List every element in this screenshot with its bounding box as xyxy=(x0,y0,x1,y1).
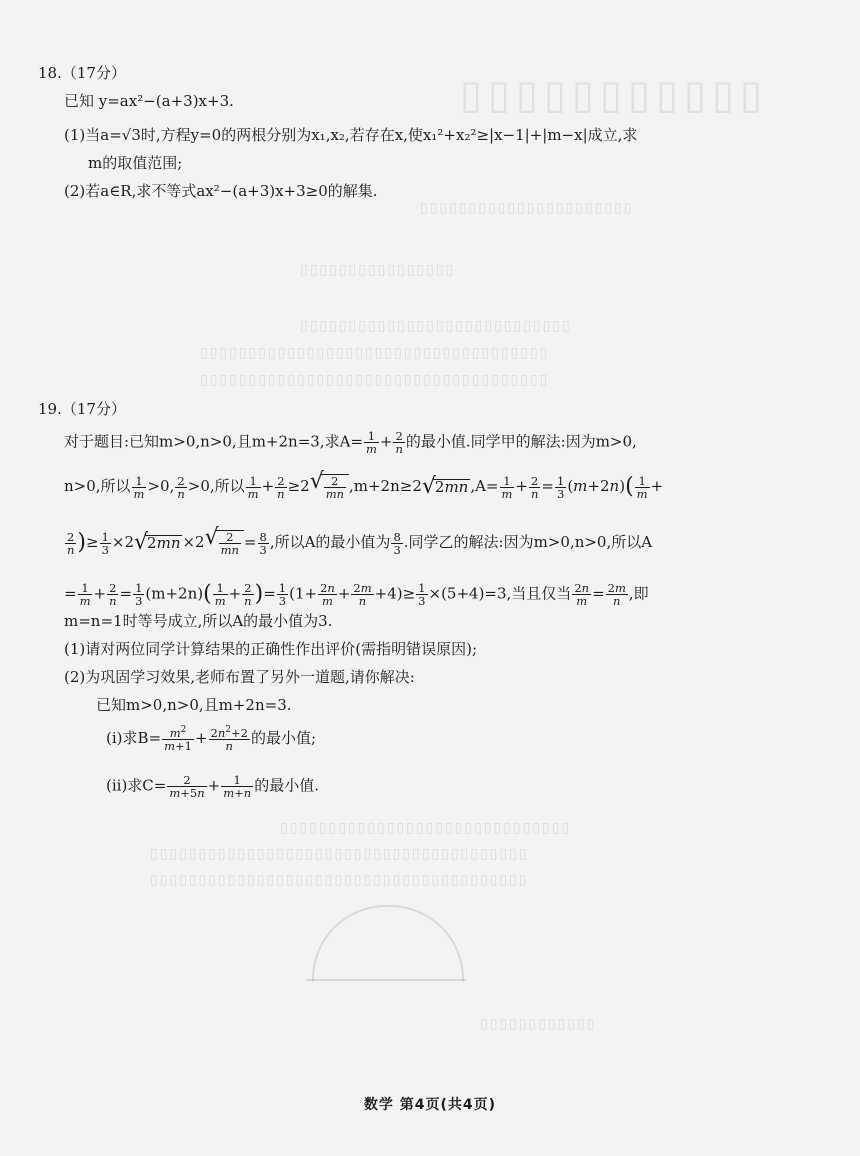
bleed-through-text: ▯▯▯▯▯▯▯▯▯▯▯▯▯▯▯▯▯▯▯▯▯▯▯▯▯▯▯▯ xyxy=(300,318,572,334)
sqrt-2-over-mn: √ $\frac{2}{mn}$ xyxy=(312,474,349,500)
q19-line1: 对于题目:已知m>0,n>0,且m+2n=3,求A= $\frac{1}{m}$ + $\frac{2}{n}$ 的最小值.同学甲的解法:因为m>0, xyxy=(64,429,637,457)
q19-line3-text-d: ,所以A的最小值为 xyxy=(269,533,391,552)
fraction-2n-over-m: $\frac{2n}{m}$ xyxy=(320,581,335,609)
q19-line4-text-d: ×(5+4)=3,当且仅当 xyxy=(428,584,572,603)
q19-line2-text-a: n>0,所以 xyxy=(64,477,131,496)
bleed-through-text: ▯▯▯▯▯▯▯▯▯▯▯▯▯▯▯▯▯▯▯▯▯▯▯▯▯▯▯▯▯▯▯▯▯▯▯▯ xyxy=(200,372,550,388)
q19-line4-text-b: (1+ xyxy=(289,584,318,603)
q19-line5: m=n=1时等号成立,所以A的最小值为3. xyxy=(64,612,333,630)
fraction-8-over-3: $\frac{8}{3}$ xyxy=(259,529,267,557)
q19-line4: = $\frac{1}{m}$ + $\frac{2}{n}$ = $\frac{1}{3}$ (m+2n)( $\frac{1}{m}$ + $\frac{2}{n}$ )= $\frac{1}{3}$ (1+ $\frac{2n}{m}$ + $\frac{2m}{n}$ +4)≥ $\frac{1}{3}$ ×(5+4)=3,当且仅当 $\frac{2n}{m}$ = $\frac{2m}{n}$ ,即 xyxy=(64,581,649,609)
fraction-8-over-3: $\frac{8}{3}$ xyxy=(393,529,401,557)
q19-part2-ii-text-b: 的最小值. xyxy=(254,776,319,795)
q18-title: 18.（17分） xyxy=(38,64,126,82)
q19-part2-ii: (ii)求C= $\frac{2}{m+5n}$ + $\frac{1}{m+n}$ 的最小值. xyxy=(106,773,319,801)
q19-part2-i-text-b: 的最小值; xyxy=(250,728,317,747)
bleed-through-text: ▯▯▯▯▯▯▯▯▯▯▯▯▯▯▯▯▯▯▯▯▯▯▯▯▯▯▯▯▯▯▯▯▯▯▯▯▯▯▯ xyxy=(150,872,529,888)
q19-line4-text-e: ,即 xyxy=(628,584,649,603)
q18-part1-line2: m的取值范围; xyxy=(88,154,183,172)
bleed-through-text: ▯▯▯▯▯▯▯▯▯▯▯▯▯▯▯▯▯▯▯▯▯▯▯▯▯▯▯▯▯▯ xyxy=(280,820,572,836)
q19-part2-i: (i)求B= $\frac{m^2}{m+1}$ + $\frac{2n^2+2}{n}$ 的最小值; xyxy=(106,725,317,753)
fraction-2-over-n: $\frac{2}{n}$ xyxy=(109,581,117,609)
fraction-1-over-3: $\frac{1}{3}$ xyxy=(135,581,143,609)
fraction-1-over-3: $\frac{1}{3}$ xyxy=(556,473,565,501)
q19-line3-text-a: ≥ xyxy=(86,533,99,552)
q18-part2: (2)若a∈R,求不等式ax²−(a+3)x+3≥0的解集. xyxy=(64,182,378,200)
fraction-1-over-3: $\frac{1}{3}$ xyxy=(278,581,287,609)
fraction-m2-over-m-plus-1: $\frac{m^2}{m+1}$ xyxy=(164,725,192,753)
q19-part2: (2)为巩固学习效果,老师布置了另外一道题,请你解决: xyxy=(64,668,415,686)
bleed-through-text: ▯▯▯▯▯▯▯▯▯▯▯▯ xyxy=(480,1016,597,1032)
fraction-2n2-plus-2-over-n: $\frac{2n^2+2}{n}$ xyxy=(210,725,248,753)
fraction-1-over-m: $\frac{1}{m}$ xyxy=(365,429,377,457)
fraction-1-over-3: $\frac{1}{3}$ xyxy=(101,529,109,557)
q19-line2-text-d: ≥2 xyxy=(287,477,310,496)
fraction-1-over-m: $\frac{1}{m}$ xyxy=(133,473,145,501)
bleed-through-baseline xyxy=(306,979,466,981)
fraction-2-over-m-plus-5n: $\frac{2}{m+5n}$ xyxy=(169,773,205,801)
bleed-through-heading: ▯▯▯▯▯▯▯▯▯▯▯ xyxy=(460,72,769,118)
bleed-through-text: ▯▯▯▯▯▯▯▯▯▯▯▯▯▯▯▯▯▯▯▯▯▯▯▯▯▯▯▯▯▯▯▯▯▯▯▯▯▯▯ xyxy=(150,846,529,862)
sqrt-2mn: √ 2mn xyxy=(424,479,470,495)
q19-line2-text-b: >0, xyxy=(147,477,175,496)
q19-line2: n>0,所以 $\frac{1}{m}$ >0, $\frac{2}{n}$ >0,所以 $\frac{1}{m}$ + $\frac{2}{n}$ ≥2 √ $\frac{2}{mn}$ ,m+2n≥2√ 2mn ,A= $\frac{1}{m}$ + $\frac{2}{n}$ = $\frac{1}{3}$ (m+2n)( $\frac{1}{m}$ + xyxy=(64,474,663,500)
bleed-through-text: ▯▯▯▯▯▯▯▯▯▯▯▯▯▯▯▯ xyxy=(300,262,456,278)
fraction-1-over-m: $\frac{1}{m}$ xyxy=(214,581,226,609)
bleed-through-text: ▯▯▯▯▯▯▯▯▯▯▯▯▯▯▯▯▯▯▯▯▯▯▯▯▯▯▯▯▯▯▯▯▯▯▯▯ xyxy=(200,345,550,361)
fraction-1-over-m: $\frac{1}{m}$ xyxy=(501,473,513,501)
sqrt-2mn: √ 2mn xyxy=(136,535,182,551)
q19-line4-text-c: +4)≥ xyxy=(374,584,416,603)
q18-part1-line1: (1)当a=√3时,方程y=0的两根分别为x₁,x₂,若存在x,使x₁²+x₂²≥|x−1|+|m−x|成立,求 xyxy=(64,126,638,144)
bleed-through-text: ▯▯▯▯▯▯▯▯▯▯▯▯▯▯▯▯▯▯▯▯▯▯ xyxy=(420,200,634,216)
q19-part2-given: 已知m>0,n>0,且m+2n=3. xyxy=(96,696,292,714)
fraction-1-over-m: $\frac{1}{m}$ xyxy=(79,581,91,609)
page-footer: 数学 第4页(共4页) xyxy=(363,1097,497,1113)
bleed-through-semicircle xyxy=(312,905,464,981)
fraction-1-over-m: $\frac{1}{m}$ xyxy=(247,473,259,501)
fraction-2m-over-n: $\frac{2m}{n}$ xyxy=(607,581,626,609)
q18-stem: 已知 y=ax²−(a+3)x+3. xyxy=(64,92,234,110)
q19-title: 19.（17分） xyxy=(38,400,126,418)
fraction-2-over-n: $\frac{2}{n}$ xyxy=(277,473,285,501)
q19-line1-text-a: 对于题目:已知m>0,n>0,且m+2n=3,求A= xyxy=(64,432,363,451)
fraction-1-over-3: $\frac{1}{3}$ xyxy=(418,581,426,609)
fraction-1-over-m-plus-n: $\frac{1}{m+n}$ xyxy=(223,773,252,801)
q19-line3-text-e: .同学乙的解法:因为m>0,n>0,所以A xyxy=(403,533,653,552)
q19-line1-text-b: 的最小值.同学甲的解法:因为m>0, xyxy=(405,432,637,451)
q19-part2-i-text-a: (i)求B= xyxy=(106,728,162,747)
q19-line2-text-e: ,m+2n≥2 xyxy=(349,477,422,496)
fraction-1-over-m: $\frac{1}{m}$ xyxy=(636,473,648,501)
q19-part2-ii-text-a: (ii)求C= xyxy=(106,776,167,795)
q19-line4-text-a: (m+2n) xyxy=(145,584,204,603)
q19-line3: $\frac{2}{n}$ )≥ $\frac{1}{3}$ ×2√ 2mn ×2 √ $\frac{2}{mn}$ = $\frac{8}{3}$ ,所以A的最小值为 $\frac{8}{3}$ .同学乙的解法:因为m>0,n>0,所以A xyxy=(64,530,652,556)
fraction-2-over-n: $\frac{2}{n}$ xyxy=(395,429,403,457)
q19-part1: (1)请对两位同学计算结果的正确性作出评价(需指明错误原因); xyxy=(64,640,478,658)
sqrt-2-over-mn: √ $\frac{2}{mn}$ xyxy=(207,530,244,556)
fraction-2-over-n: $\frac{2}{n}$ xyxy=(244,581,252,609)
fraction-2-over-n: $\frac{2}{n}$ xyxy=(530,473,539,501)
q19-line3-text-b: ×2 xyxy=(111,533,135,552)
fraction-2-over-n: $\frac{2}{n}$ xyxy=(67,529,75,557)
fraction-2-over-n: $\frac{2}{n}$ xyxy=(177,473,185,501)
q19-line2-text-f: ,A= xyxy=(470,477,499,496)
fraction-2m-over-n: $\frac{2m}{n}$ xyxy=(353,581,372,609)
q19-line2-text-c: >0,所以 xyxy=(187,477,245,496)
q19-line3-text-c: ×2 xyxy=(182,533,205,552)
fraction-2n-over-m: $\frac{2n}{m}$ xyxy=(574,581,590,609)
